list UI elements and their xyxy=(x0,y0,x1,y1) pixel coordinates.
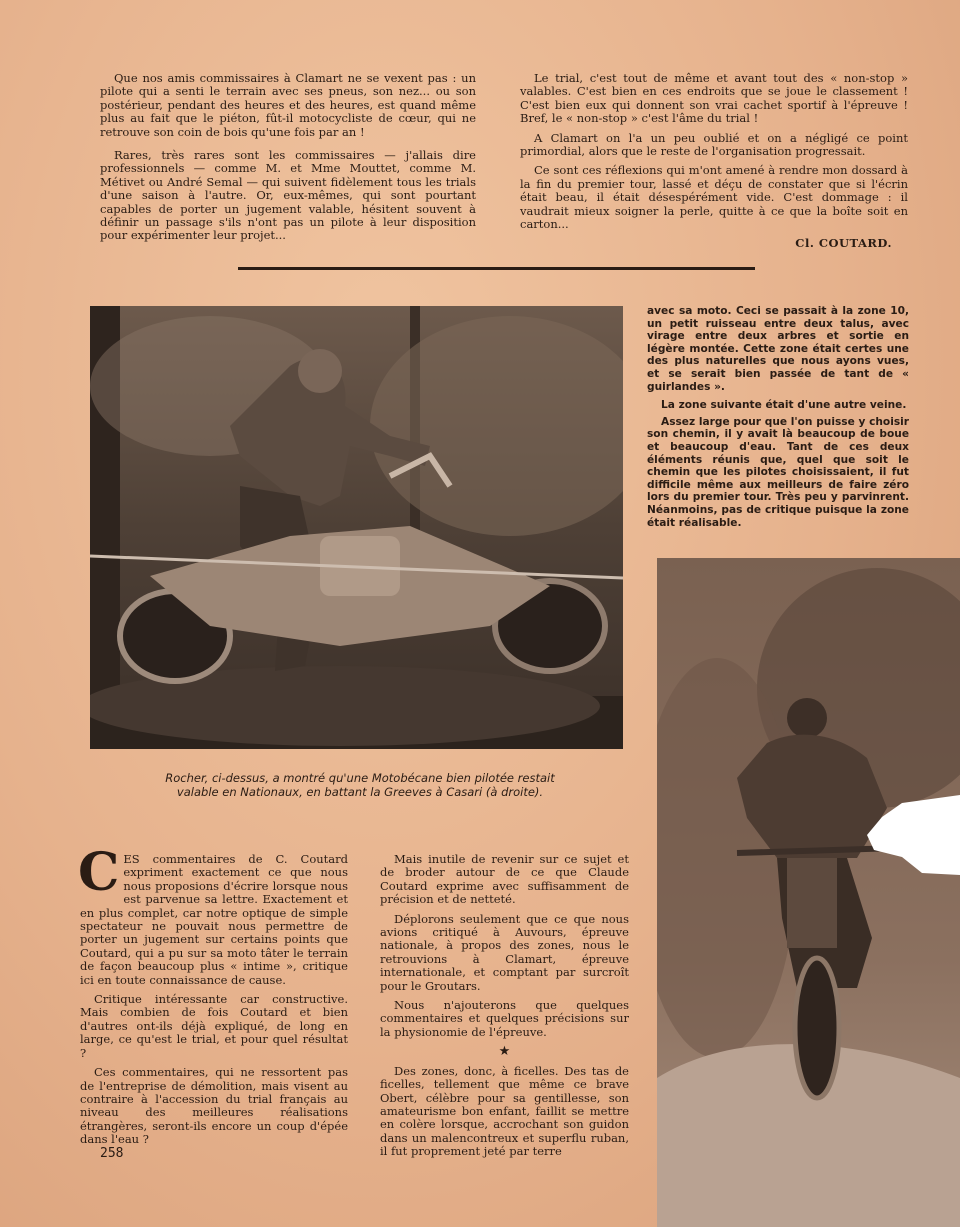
top-right-column xyxy=(520,72,908,251)
lower-left-column xyxy=(78,842,348,1153)
paragraph: Assez large pour que l'on puisse y choisir son chemin, il y avait là beaucoup de boue et beaucoup d'eau. Tant de ces deux éléments réunis que, quel que soit le chemin que les pilotes choisissaient, il fut difficile même aux meilleurs de faire zéro lors du premier tour. Très peu y parvinrent. Néanmoins, pas de critique puisque la zone était réalisable. xyxy=(647,415,909,529)
paragraph: Des zones, donc, à ficelles. Des tas de ficelles, tellement que même ce brave Obert, célèbre pour sa gentillesse, son amateurisme bon enfant, faillit se mettre en colère lorsque, accrochant son guidon dans un malencontreux et superflu ruban, il fut proprement jeté par terre xyxy=(380,1063,629,1159)
trial-rider-photo-image xyxy=(657,558,960,1227)
star-separator: ★ xyxy=(498,1044,511,1060)
paragraph: Ces commentaires, qui ne ressortent pas de l'entreprise de démolition, mais visent au contraire à l'accession du trial français au niveau des meilleures réalisations étrangères, seront-ils encore un coup d'épée dans l'eau ? xyxy=(80,1065,348,1147)
photo-trial-rider xyxy=(657,558,960,1227)
photo-motorcycle-in-mud xyxy=(90,306,623,749)
paragraph: A Clamart on l'a un peu oublié et on a négligé ce point primordial, alors que le reste de l'organisation progressait. xyxy=(520,130,908,159)
drop-cap: C xyxy=(78,842,120,903)
motorcycle-photo-image xyxy=(90,306,623,749)
paragraph: Nous n'ajouterons que quelques commentaires et quelques précisions sur la physionomie de l'épreuve. xyxy=(380,998,629,1039)
intro-paragraph xyxy=(78,842,348,987)
top-left-column xyxy=(100,72,476,249)
paragraph: Mais inutile de revenir sur ce sujet et de broder autour de ce que Claude Coutard exprime avec suffisamment de précision et de netteté. xyxy=(380,852,629,907)
paper-tear xyxy=(862,795,960,875)
intro-text: ES commentaires de C. Coutard expriment exactement ce que nous nous proposions d'écrire lorsque nous est parvenue sa lettre. Exactement et en plus complet, car notre optique de simple spectateur ne pouvait nous permettre de porter un jugement sur certains points que Coutard, qui a pu sur sa moto tâter le terrain de façon beaucoup plus « intime », critique ici en toute connaissance de cause. xyxy=(80,852,348,987)
signature: Cl. COUTARD. xyxy=(795,236,892,251)
photo-caption: Rocher, ci-dessus, a montré qu'une Motobécane bien pilotée restait valable en Nationaux, en battant la Greeves à Casari (à droite). xyxy=(165,771,555,799)
right-column xyxy=(647,305,909,535)
page-number: 258 xyxy=(100,1146,124,1161)
paragraph: avec sa moto. Ceci se passait à la zone 10, un petit ruisseau entre deux talus, avec virage entre deux arbres et sortie en légère montée. Cette zone était certes une des plus naturelles que nous ayons vues, et se serait bien passée de tant de « guirlandes ». xyxy=(647,305,909,393)
paragraph: Rares, très rares sont les commissaires — j'allais dire professionnels — comme M. et Mme Mouttet, comme M. Métivet ou André Semal — qui suivent fidèlement tous les trials d'une saison à l'autre. Or, eux-mêmes, qui sont pourtant capables de porter un jugement valable, hésitent souvent à définir un passage s'ils n'ont pas un pilote à leur disposition pour expérimenter leur projet... xyxy=(100,148,476,243)
section-divider xyxy=(238,267,755,270)
lower-middle-column xyxy=(380,853,629,1165)
paragraph: Le trial, c'est tout de même et avant tout des « non-stop » valables. C'est bien en ces endroits que se joue le classement ! C'est bien eux qui donnent son vrai cachet sportif à l'épreuve ! Bref, le « non-stop » c'est l'âme du trial ! xyxy=(520,71,908,126)
paragraph: Ce sont ces réflexions qui m'ont amené à rendre mon dossard à la fin du premier tour, lassé et déçu de constater que si l'écrin était beau, il était désespérément vide. C'est dommage : il vaudrait mieux soigner la perle, quitte à ce que la boîte soit en carton... xyxy=(520,163,908,232)
paragraph: Que nos amis commissaires à Clamart ne se vexent pas : un pilote qui a senti le terrain avec ses pneus, son nez... ou son postérieur, pendant des heures et des heures, est quand même plus au fait que le piéton, fût-il motocycliste de cœur, qui ne retrouve son coin de bois qu'une fois par an ! xyxy=(100,71,476,139)
paragraph: La zone suivante était d'une autre veine. xyxy=(661,399,907,412)
paragraph: Déplorons seulement que ce que nous avions critiqué à Auvours, épreuve nationale, à propos des zones, nous le retrouvions à Clamart, épreuve internationale, et comptant par surcroît pour le Groutars. xyxy=(380,911,629,993)
paragraph: Critique intéressante car constructive. Mais combien de fois Coutard et bien d'autres ont-ils déjà expliqué, de long en large, ce qu'est le trial, et pour quel résultat ? xyxy=(80,992,348,1060)
